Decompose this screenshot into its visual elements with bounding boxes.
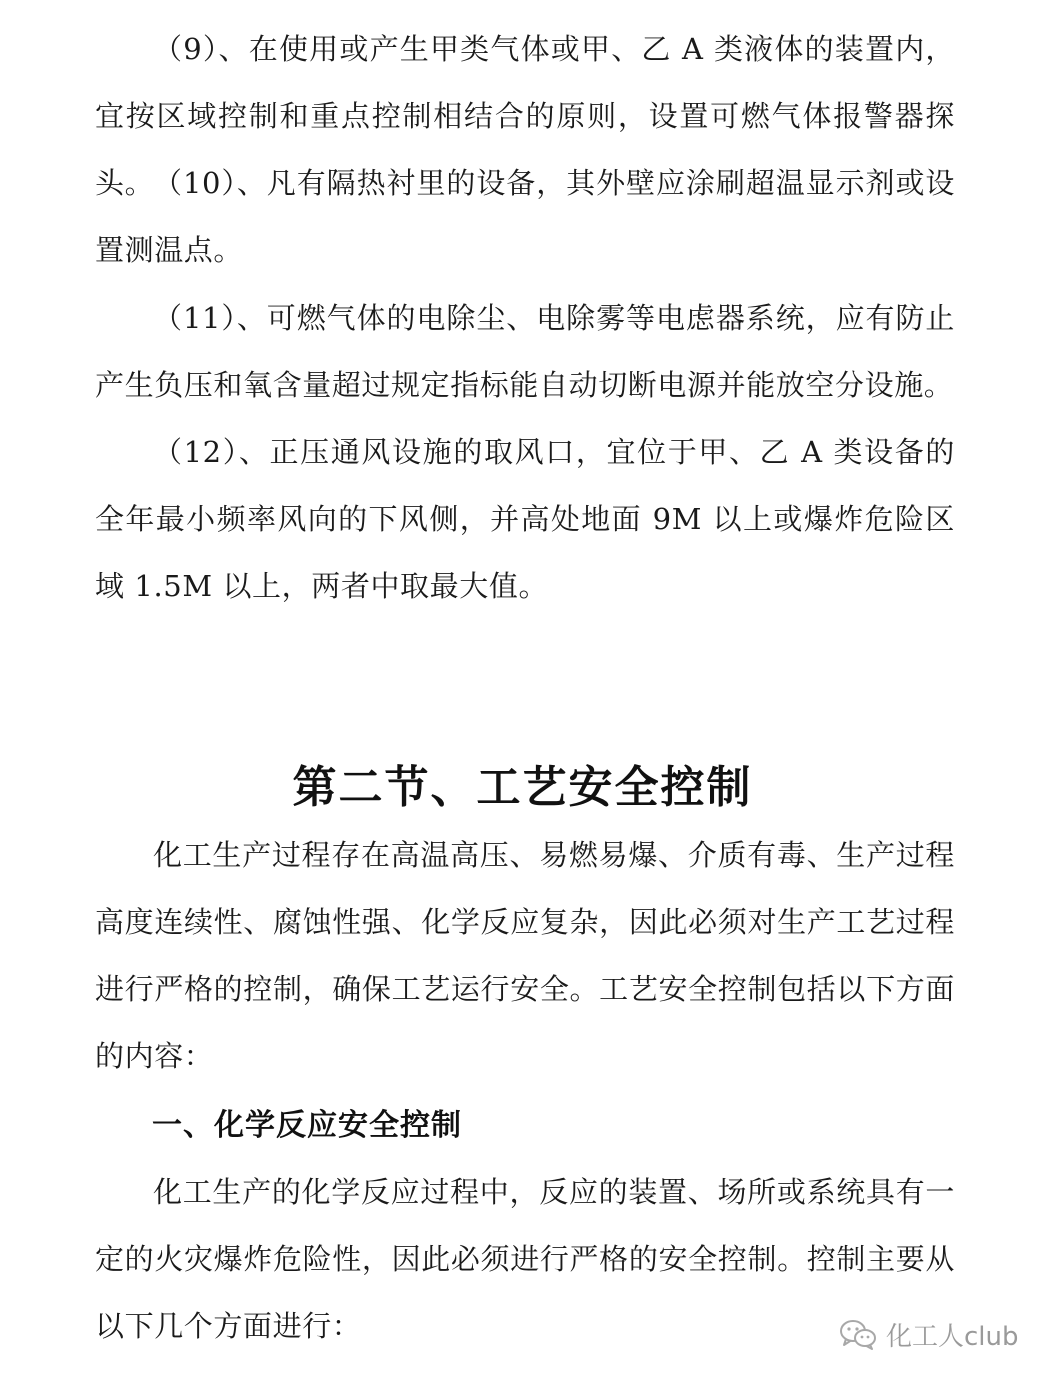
watermark-text: 化工人club	[886, 1321, 1019, 1352]
wechat-icon	[838, 1318, 878, 1350]
paragraph-item-9: （9）、在使用或产生甲类气体或甲、乙 A 类液体的装置内，宜按区域控制和重点控制相结合的原则，设置可燃气体报警器探头。	[95, 32, 955, 200]
paragraph-item-10: （10）、凡有隔热衬里的设备，其外壁应涂刷超温显示剂或设置测温点。	[95, 166, 955, 267]
subsection-heading: 一、化学反应安全控制	[152, 1108, 462, 1143]
section-intro-paragraph: 化工生产过程存在高温高压、易燃易爆、介质有毒、生产过程高度连续性、腐蚀性强、化学反应复杂，因此必须对生产工艺过程进行严格的控制，确保工艺运行安全。工艺安全控制包括以下方面的内容：	[95, 838, 955, 1073]
watermark	[838, 1314, 1019, 1354]
paragraph-item-12: （12）、正压通风设施的取风口，宜位于甲、乙 A 类设备的全年最小频率风向的下风侧，并高处地面 9M 以上或爆炸危险区域 1.5M 以上，两者中取最大值。	[95, 435, 955, 603]
subsection-intro-paragraph: 化工生产的化学反应过程中，反应的装置、场所或系统具有一定的火灾爆炸危险性，因此必须进行严格的安全控制。控制主要从以下几个方面进行：	[95, 1175, 955, 1343]
section-title: 第二节、工艺安全控制	[292, 762, 753, 813]
paragraph-item-11: （11）、可燃气体的电除尘、电除雾等电虑器系统，应有防止产生负压和氧含量超过规定指标能自动切断电源并能放空分设施。	[95, 301, 955, 402]
